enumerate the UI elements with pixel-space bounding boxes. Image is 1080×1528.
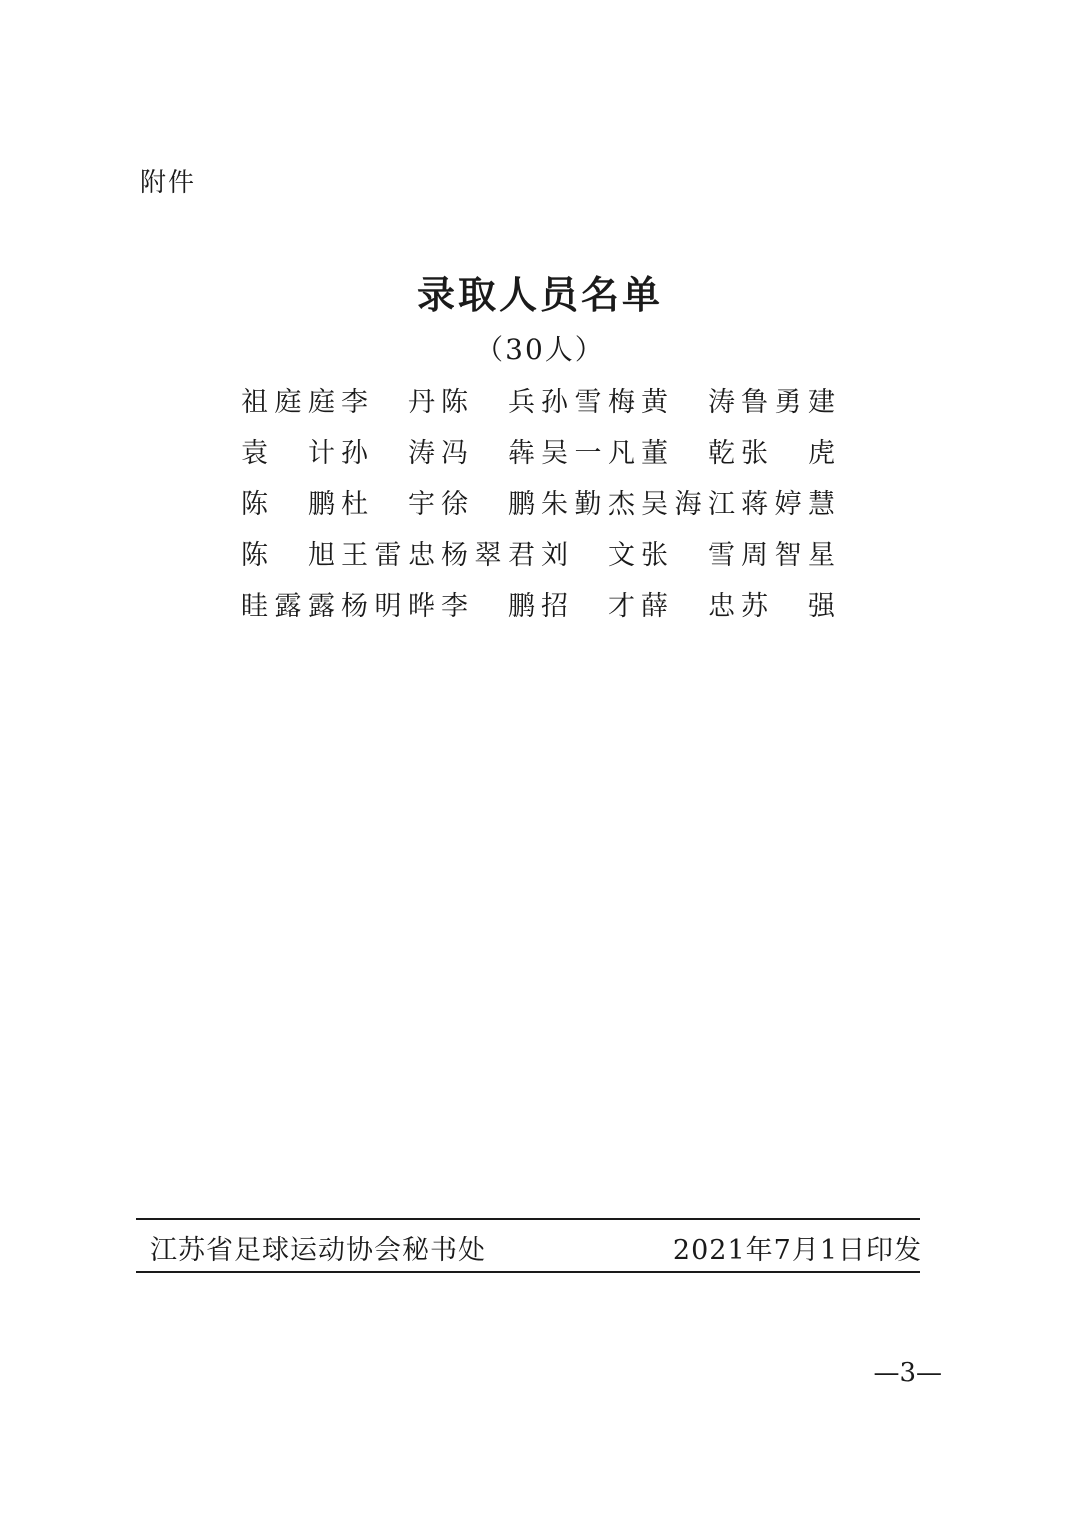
list-item: 袁 计 <box>241 438 335 469</box>
admitted-names-list <box>240 374 844 629</box>
list-item: 陈 旭 <box>241 540 335 571</box>
list-item: 张 虎 <box>741 438 835 469</box>
issue-date: 2021年7月1日印发 <box>672 1235 922 1266</box>
list-item: 鲁 勇 建 <box>741 387 835 418</box>
list-item: 李 鹏 <box>441 591 535 622</box>
list-item: 杜 宇 <box>341 489 435 520</box>
footer-divider-bottom <box>136 1271 920 1273</box>
list-item: 杨 明 晔 <box>341 591 435 622</box>
list-item: 朱 勤 杰 <box>541 489 635 520</box>
list-item: 冯 犇 <box>441 438 535 469</box>
list-item: 陈 鹏 <box>241 489 335 520</box>
list-item: 陈 兵 <box>441 387 535 418</box>
list-item: 苏 强 <box>741 591 835 622</box>
list-item: 蒋 婷 慧 <box>741 489 835 520</box>
list-item: 董 乾 <box>641 438 735 469</box>
headcount-subtitle: （30人） <box>475 333 605 366</box>
list-item: 周 智 星 <box>741 540 835 571</box>
list-item: 孙 雪 梅 <box>541 387 635 418</box>
list-item: 祖 庭 庭 <box>241 387 335 418</box>
list-item: 张 雪 <box>641 540 735 571</box>
list-item: 吴 一 凡 <box>541 438 635 469</box>
list-item: 王 雷 忠 <box>341 540 435 571</box>
list-item: 吴 海 江 <box>641 489 735 520</box>
footer-divider-top <box>136 1218 920 1220</box>
list-item: 薛 忠 <box>641 591 735 622</box>
list-item: 眭 露 露 <box>241 591 335 622</box>
list-item: 李 丹 <box>341 387 435 418</box>
page-number: —3— <box>873 1358 942 1388</box>
list-item: 刘 文 <box>541 540 635 571</box>
list-item: 杨 翠 君 <box>441 540 535 571</box>
page-title: 录取人员名单 <box>416 273 663 317</box>
list-item: 黄 涛 <box>641 387 735 418</box>
list-item: 徐 鹏 <box>441 489 535 520</box>
attachment-label: 附件 <box>140 168 197 198</box>
list-item: 孙 涛 <box>341 438 435 469</box>
issuer-name: 江苏省足球运动协会秘书处 <box>150 1235 486 1266</box>
list-item: 招 才 <box>541 591 635 622</box>
